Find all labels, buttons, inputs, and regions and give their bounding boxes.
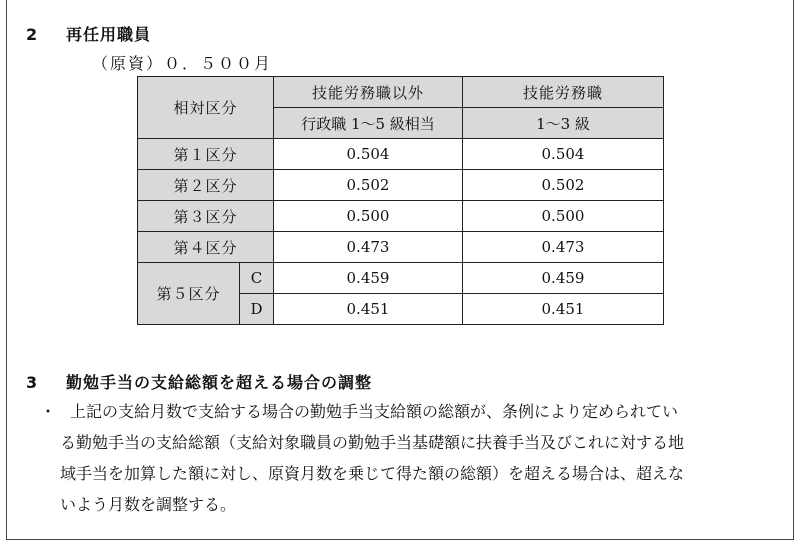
header-col2-sub: 1〜3 級	[463, 108, 664, 139]
row-value-col2: 0.500	[463, 201, 664, 232]
row-value-col1: 0.504	[274, 139, 463, 170]
bullet-mark: ・	[40, 402, 57, 421]
table-row	[138, 263, 664, 294]
paragraph-line	[40, 396, 785, 427]
row-label: 第４区分	[138, 232, 274, 263]
section-3-number: 3	[26, 373, 39, 392]
row-value-col1: 0.473	[274, 232, 463, 263]
row-value-col2: 0.502	[463, 170, 664, 201]
row-value-col2: 0.504	[463, 139, 664, 170]
paragraph-line-text: 上記の支給月数で支給する場合の勤勉手当支給額の総額が、条例により定められてい	[70, 402, 679, 421]
section-2-number: 2	[26, 25, 39, 44]
table-row	[138, 232, 664, 263]
row-value-col2: 0.459	[463, 263, 664, 294]
paragraph-line: いよう月数を調整する。	[60, 495, 237, 514]
table-row	[138, 201, 664, 232]
section-2-title: 再任用職員	[66, 25, 152, 44]
row-value-col1: 0.502	[274, 170, 463, 201]
table-row	[138, 139, 664, 170]
section-3-paragraph	[40, 396, 785, 520]
subgroup-code: C	[240, 263, 274, 294]
group5-label: 第５区分	[138, 263, 240, 325]
header-category: 相対区分	[138, 77, 274, 139]
table-row	[138, 170, 664, 201]
row-label: 第１区分	[138, 139, 274, 170]
section-2-heading	[26, 22, 151, 45]
paragraph-line: 域手当を加算した額に対し、原資月数を乗じて得た額の総額）を超える場合は、超えな	[60, 464, 685, 483]
header-row-top	[138, 77, 664, 108]
row-value-col2: 0.451	[463, 294, 664, 325]
row-value-col1: 0.459	[274, 263, 463, 294]
header-col2-top: 技能労務職	[463, 77, 664, 108]
row-label: 第２区分	[138, 170, 274, 201]
header-col1-sub: 行政職 1〜5 級相当	[274, 108, 463, 139]
row-label: 第３区分	[138, 201, 274, 232]
paragraph-line: る勤勉手当の支給総額（支給対象職員の勤勉手当基礎額に扶養手当及びこれに対する地	[60, 433, 685, 452]
subgroup-code: D	[240, 294, 274, 325]
row-value-col1: 0.451	[274, 294, 463, 325]
section-3-title: 勤勉手当の支給総額を超える場合の調整	[66, 373, 373, 392]
header-col1-top: 技能労務職以外	[274, 77, 463, 108]
allowance-rate-table	[137, 76, 664, 325]
rate-line: （原資）０．５００月	[92, 54, 273, 73]
row-value-col2: 0.473	[463, 232, 664, 263]
row-value-col1: 0.500	[274, 201, 463, 232]
section-3-heading	[26, 370, 372, 393]
